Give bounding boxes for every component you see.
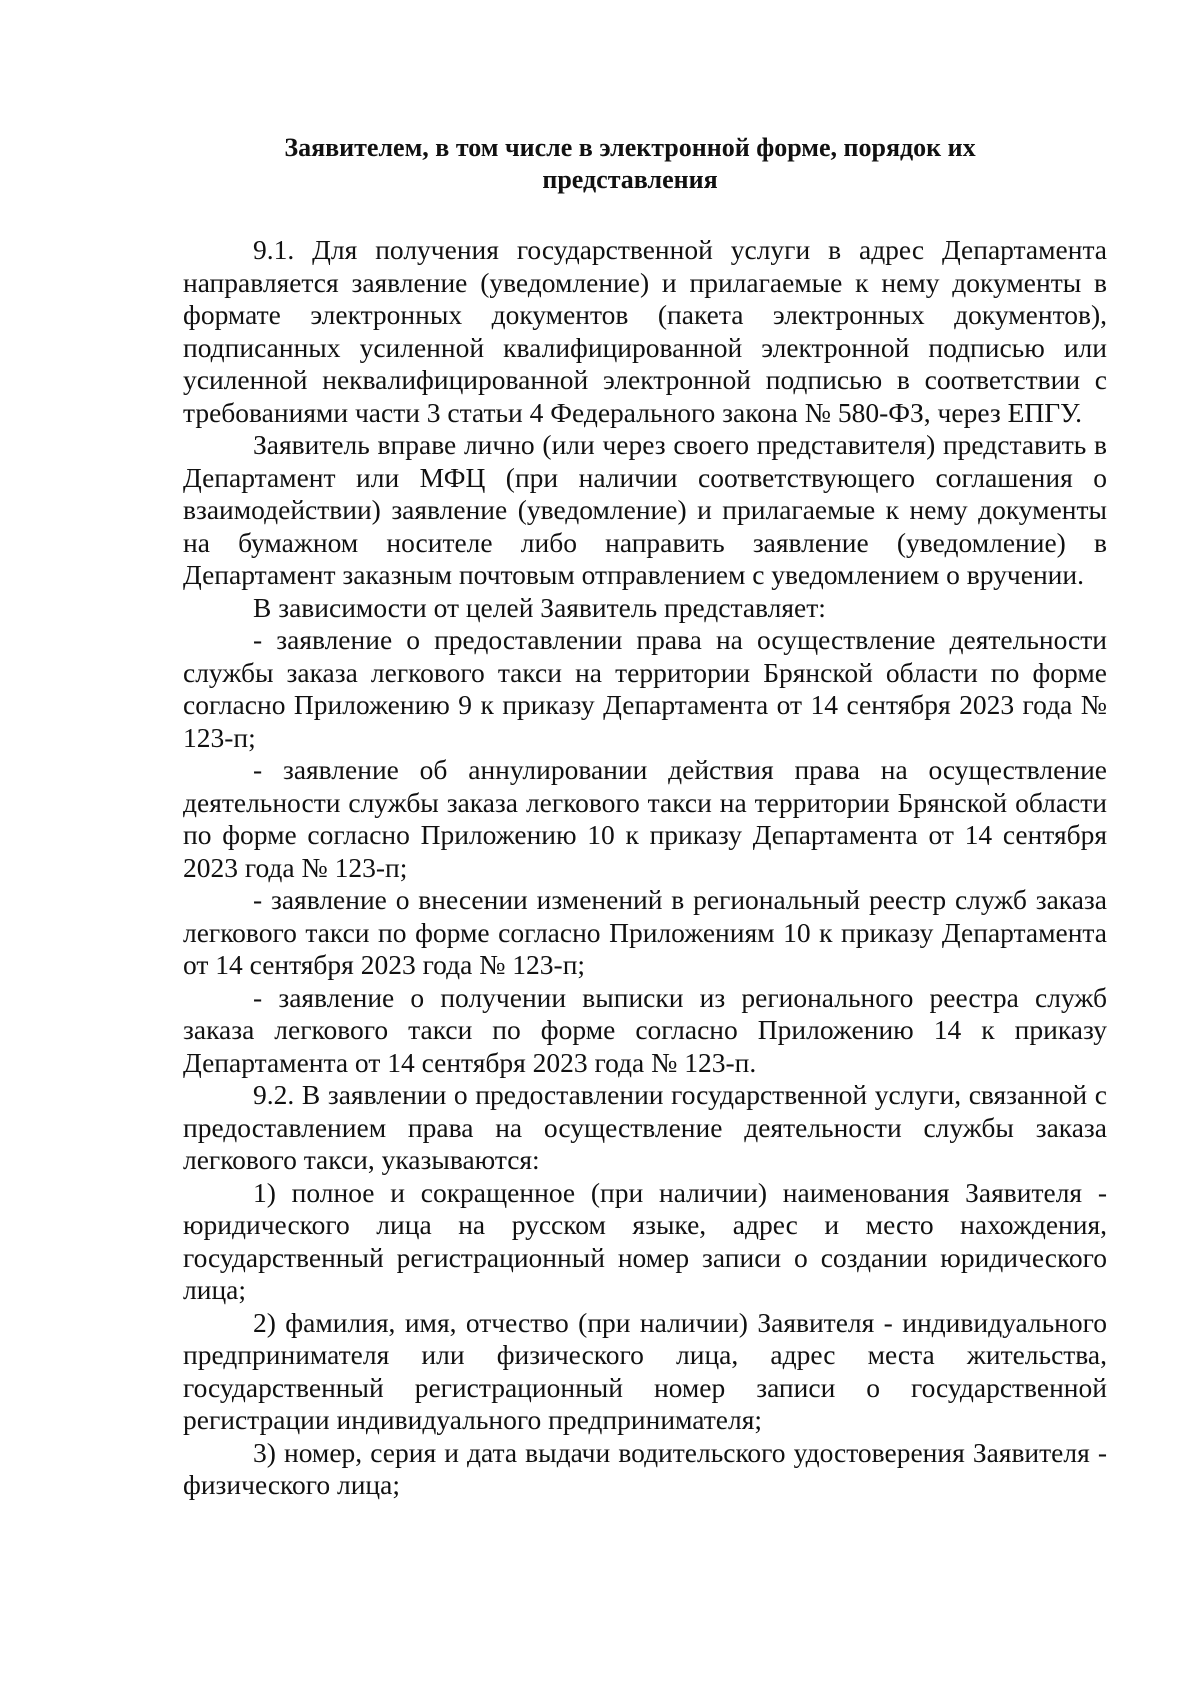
list-item-application-registry-extract: - заявление о получении выписки из регионального реестра служб заказа легкового такси по форме согласно Приложению 14 к приказу Департамента от 14 сентября 2023 года № 123-п. [183,981,1107,1078]
document-body [183,234,1107,1502]
section-heading-line-1: Заявителем, в том числе в электронной форме, порядок их [284,133,976,162]
list-item-3-driver-license: 3) номер, серия и дата выдачи водительского удостоверения Заявителя - физического лица; [183,1436,1107,1500]
list-item-1-legal-entity: 1) полное и сокращенное (при наличии) наименования Заявителя - юридического лица на русском языке, адрес и место нахождения, государственный регистрационный номер записи о создании юридического лица; [183,1176,1107,1305]
list-item-application-annulment: - заявление об аннулировании действия права на осуществление деятельности службы заказа легкового такси на территории Брянской области по форме согласно Приложению 10 к приказу Департамента от 14 сентября 2023 года № 123-п; [183,754,1107,883]
paragraph-9-2: 9.2. В заявлении о предоставлении государственной услуги, связанной с предоставлением права на осуществление деятельности службы заказа легкового такси, указываются: [183,1079,1107,1175]
paragraph-applicant-right: Заявитель вправе лично (или через своего представителя) представить в Департамент или МФЦ (при наличии соответствующего соглашения о взаимодействии) заявление (уведомление) и прилагаемые к нему документы на бумажном носителе либо направить заявление (уведомление) в Департамент заказным почтовым отправлением с уведомлением о вручении. [183,429,1107,590]
list-item-application-grant-right: - заявление о предоставлении права на осуществление деятельности службы заказа легкового такси на территории Брянской области по форме согласно Приложению 9 к приказу Департамента от 14 сентября 2023 года № 123-п; [183,624,1107,753]
section-heading [190,132,1070,196]
paragraph-9-1: 9.1. Для получения государственной услуги в адрес Департамента направляется заявление (уведомление) и прилагаемые к нему документы в формате электронных документов (пакета электронных документов), подписанных усиленной квалифицированной электронной подписью или усиленной неквалифицированной электронной подписью в соответствии с требованиями части 3 статьи 4 Федерального закона № 580-ФЗ, через ЕПГУ. [183,234,1107,428]
paragraph-depending-on-goals: В зависимости от целей Заявитель представляет: [253,591,826,623]
list-item-2-individual: 2) фамилия, имя, отчество (при наличии) Заявителя - индивидуального предпринимателя или физического лица, адрес места жительства, государственный регистрационный номер записи о государственной регистрации индивидуального предпринимателя; [183,1306,1107,1435]
section-heading-line-2: представления [542,165,718,194]
list-item-application-registry-changes: - заявление о внесении изменений в региональный реестр служб заказа легкового такси по форме согласно Приложениям 10 к приказу Департамента от 14 сентября 2023 года № 123-п; [183,884,1107,980]
